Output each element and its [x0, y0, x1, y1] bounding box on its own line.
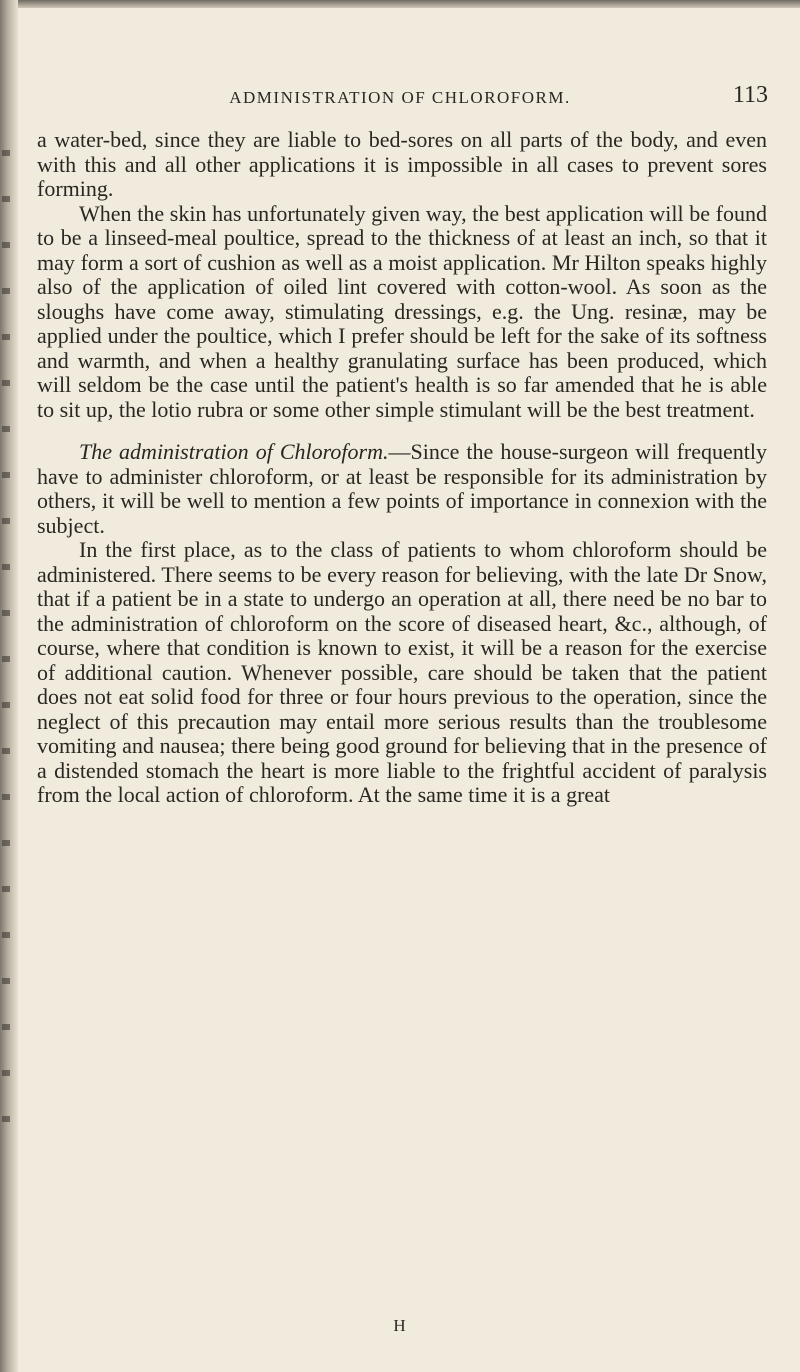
paragraph-1: a water-bed, since they are liable to bed-sores on all parts of the body, and even with this and all other applications it is impossible in all cases to prevent sores forming.	[37, 127, 767, 201]
paragraph-2: When the skin has unfortunately given way, the best application will be found to be a linseed-meal poultice, spread to the thickness of at least an inch, so that it may form a sort of cushion as well as a moist application. Mr Hilton speaks highly also of the application of oiled lint covered with cotton-wool. As soon as the sloughs have come away, stimulating dressings, e.g. the Ung. resinæ, may be applied under the poultice, which I prefer should be left for the sake of its softness and warmth, and when a healthy granulating surface has been produced, which will seldom be the case until the patient's health is so far amended that he is able to sit up, the lotio rubra or some other simple stimulant will be the best treatment.	[37, 200, 767, 422]
running-head: ADMINISTRATION OF CHLOROFORM.	[229, 88, 571, 107]
paragraph-4: In the first place, as to the class of patients to whom chloroform should be administered. There seems to be every reason for believing, with the late Dr Snow, that if a patient be in a state to undergo an operation at all, there need be no bar to the administration of chloroform on the score of diseased heart, &c., although, of course, where that condition is known to exist, it will be a reason for the exercise of additional caution. Whenever possible, care should be taken that the patient does not eat solid food for three or four hours previous to the operation, since the neglect of this precaution may entail more serious results than the troublesome vomiting and nausea; there being good ground for believing that in the presence of a distended stomach the heart is more liable to the frightful accident of paralysis from the local action of chloroform. At the same time it is a great	[37, 537, 767, 807]
paragraph-3-text: —Since the house-surgeon will frequently have to administer chloroform, or at least be responsible for its administration by others, it will be well to mention a few points of importance in connexion with the subject.	[37, 439, 768, 538]
paragraph-3	[37, 440, 767, 538]
page-number: 113	[732, 82, 768, 108]
page-top-edge	[0, 0, 800, 8]
page-header	[0, 82, 800, 112]
signature-mark: H	[393, 1316, 407, 1335]
body-text	[37, 128, 767, 808]
binding-stitch-marks	[2, 150, 10, 1150]
section-title: The administration of Chloroform.	[79, 439, 389, 464]
